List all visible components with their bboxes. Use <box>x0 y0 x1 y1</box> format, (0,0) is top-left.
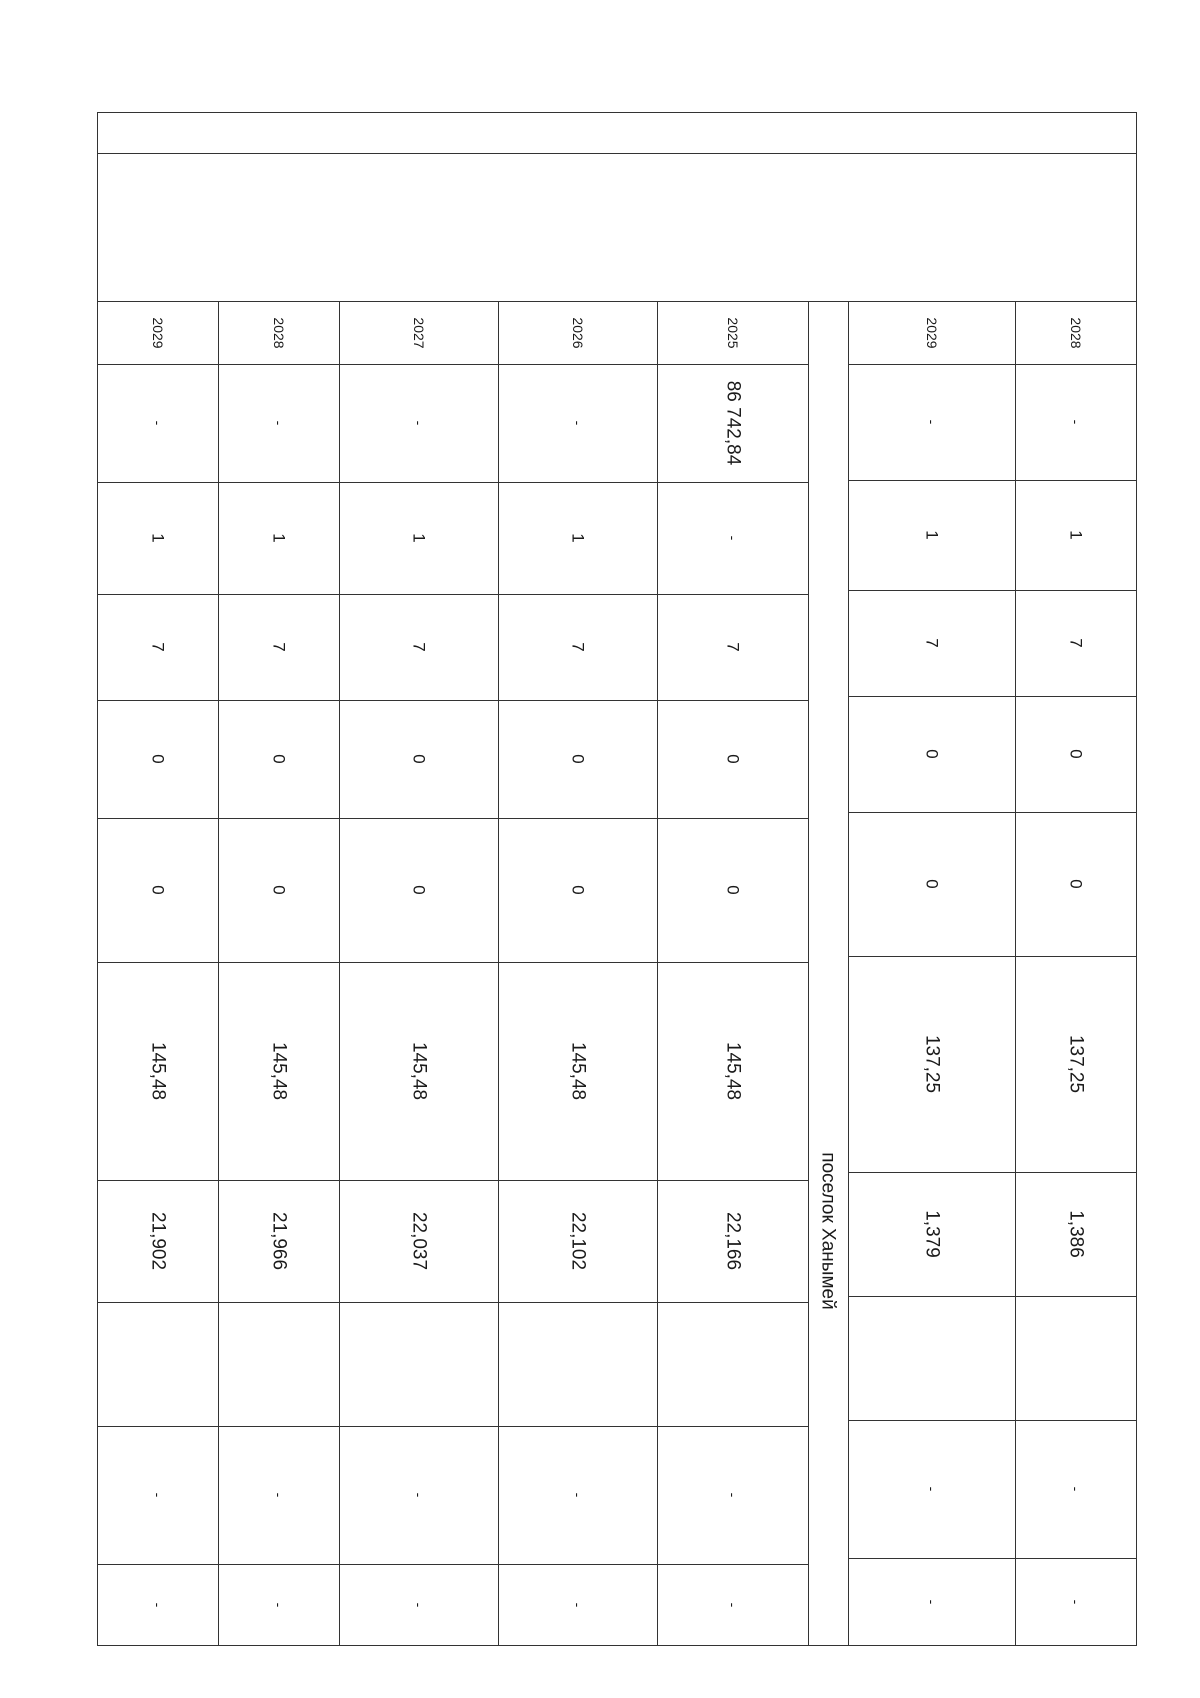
dash-value-b: - <box>569 1602 586 1608</box>
price-value: 137,25 <box>1065 1034 1087 1094</box>
ratio-cell <box>218 1180 339 1302</box>
empty-cell <box>657 1302 808 1426</box>
ratio-value: 21,902 <box>147 1211 168 1271</box>
ratio-cell <box>498 1180 657 1302</box>
year-cell <box>848 301 1015 364</box>
dash-value-a: - <box>270 1492 287 1498</box>
amount-value: - <box>569 420 586 426</box>
count-value: 1 <box>269 533 288 543</box>
dash-cell <box>848 1420 1015 1558</box>
year-value: 2029 <box>923 316 940 349</box>
count-value: 1 <box>148 533 167 543</box>
count-value: 1 <box>568 533 587 543</box>
year-cell <box>657 301 808 364</box>
ratio-value: 22,037 <box>408 1211 429 1271</box>
amount-cell <box>339 364 498 482</box>
value-zero-a: 0 <box>409 754 428 764</box>
value-cell <box>339 700 498 818</box>
ratio-value: 22,166 <box>722 1211 743 1271</box>
value-cell <box>848 812 1015 956</box>
value-cell <box>657 700 808 818</box>
value-cell <box>218 700 339 818</box>
value-cell <box>657 818 808 962</box>
value-7: 7 <box>1066 638 1086 648</box>
value-cell <box>339 818 498 962</box>
dash-cell <box>97 1426 218 1564</box>
amount-value: - <box>270 420 287 426</box>
year-value: 2026 <box>569 316 586 349</box>
value-zero-b: 0 <box>723 885 742 895</box>
amount-value: - <box>1068 419 1084 425</box>
empty-cell <box>218 1302 339 1426</box>
value-cell <box>1015 696 1137 812</box>
ratio-value: 1,379 <box>921 1210 942 1258</box>
amount-cell <box>498 364 657 482</box>
year-cell <box>498 301 657 364</box>
ratio-value: 1,386 <box>1065 1210 1087 1258</box>
value-zero-a: 0 <box>1066 749 1086 759</box>
table-row <box>498 301 657 1646</box>
dash-value-a: - <box>1068 1486 1084 1492</box>
value-cell <box>498 818 657 962</box>
price-value: 145,48 <box>147 1041 168 1101</box>
ratio-cell <box>848 1172 1015 1296</box>
value-cell <box>848 590 1015 696</box>
count-value: - <box>724 535 741 541</box>
dash-cell <box>97 1564 218 1646</box>
section-label: поселок Ханымей <box>817 1152 839 1310</box>
year-value: 2029 <box>149 316 166 349</box>
value-zero-b: 0 <box>409 885 428 895</box>
dash-value-a: - <box>149 1492 166 1498</box>
price-cell <box>498 962 657 1180</box>
dash-value-b: - <box>410 1602 427 1608</box>
year-value: 2025 <box>724 316 741 349</box>
price-value: 145,48 <box>722 1041 743 1101</box>
dash-cell <box>218 1564 339 1646</box>
year-value: 2027 <box>410 316 427 349</box>
ratio-value: 21,966 <box>268 1211 289 1271</box>
count-cell <box>498 482 657 594</box>
price-value: 145,48 <box>567 1041 588 1101</box>
value-zero-a: 0 <box>269 754 288 764</box>
empty-cell <box>1015 1296 1137 1420</box>
empty-cell <box>848 1296 1015 1420</box>
header-line-top <box>97 153 1137 154</box>
value-zero-b: 0 <box>1066 879 1086 889</box>
dash-cell <box>657 1564 808 1646</box>
ratio-cell <box>97 1180 218 1302</box>
dash-value-b: - <box>1068 1599 1084 1605</box>
table-row <box>218 301 339 1646</box>
count-value: 1 <box>922 530 941 540</box>
price-cell <box>848 956 1015 1172</box>
value-cell <box>657 594 808 700</box>
count-cell <box>848 480 1015 590</box>
dash-value-b: - <box>923 1599 940 1605</box>
count-value: 1 <box>409 533 428 543</box>
year-cell <box>1015 301 1137 364</box>
value-7: 7 <box>269 642 288 652</box>
dash-cell <box>339 1564 498 1646</box>
price-cell <box>339 962 498 1180</box>
value-cell <box>218 594 339 700</box>
amount-cell <box>1015 364 1137 480</box>
dash-cell <box>498 1426 657 1564</box>
value-7: 7 <box>922 638 941 648</box>
year-cell <box>339 301 498 364</box>
price-cell <box>1015 956 1137 1172</box>
year-cell <box>97 301 218 364</box>
dash-cell <box>1015 1558 1137 1646</box>
table-row <box>339 301 498 1646</box>
year-value: 2028 <box>270 316 287 349</box>
price-value: 137,25 <box>921 1034 942 1094</box>
amount-value: - <box>149 420 166 426</box>
count-cell <box>97 482 218 594</box>
value-7: 7 <box>723 642 742 652</box>
ratio-cell <box>1015 1172 1137 1296</box>
table-row <box>657 301 808 1646</box>
dash-cell <box>848 1558 1015 1646</box>
amount-cell <box>657 364 808 482</box>
empty-cell <box>97 1302 218 1426</box>
value-zero-a: 0 <box>568 754 587 764</box>
value-zero-b: 0 <box>269 885 288 895</box>
dash-cell <box>498 1564 657 1646</box>
dash-value-a: - <box>569 1492 586 1498</box>
value-cell <box>1015 590 1137 696</box>
ratio-cell <box>657 1180 808 1302</box>
value-cell <box>498 700 657 818</box>
value-cell <box>97 594 218 700</box>
count-cell <box>339 482 498 594</box>
dash-cell <box>218 1426 339 1564</box>
price-value: 145,48 <box>268 1041 289 1101</box>
count-value: 1 <box>1066 530 1086 540</box>
value-cell <box>218 818 339 962</box>
amount-cell <box>848 364 1015 480</box>
value-7: 7 <box>409 642 428 652</box>
price-value: 145,48 <box>408 1041 429 1101</box>
count-cell <box>1015 480 1137 590</box>
value-zero-a: 0 <box>148 754 167 764</box>
count-cell <box>218 482 339 594</box>
amount-value: - <box>923 419 940 425</box>
amount-value: 86 742,84 <box>722 380 743 466</box>
price-cell <box>657 962 808 1180</box>
value-cell <box>1015 812 1137 956</box>
table-row <box>1015 301 1137 1646</box>
amount-cell <box>218 364 339 482</box>
ratio-value: 22,102 <box>567 1211 588 1271</box>
value-cell <box>97 700 218 818</box>
dash-value-b: - <box>724 1602 741 1608</box>
dash-cell <box>1015 1420 1137 1558</box>
value-zero-b: 0 <box>148 885 167 895</box>
amount-value: - <box>410 420 427 426</box>
value-zero-a: 0 <box>922 749 941 759</box>
dash-value-a: - <box>410 1492 427 1498</box>
empty-cell <box>498 1302 657 1426</box>
dash-value-b: - <box>270 1602 287 1608</box>
amount-cell <box>97 364 218 482</box>
dash-cell <box>657 1426 808 1564</box>
table-row <box>848 301 1015 1646</box>
year-value: 2028 <box>1068 316 1084 349</box>
dash-cell <box>339 1426 498 1564</box>
section-label-cell <box>808 301 848 1646</box>
value-cell <box>848 696 1015 812</box>
value-7: 7 <box>148 642 167 652</box>
price-cell <box>218 962 339 1180</box>
value-cell <box>498 594 657 700</box>
value-zero-b: 0 <box>568 885 587 895</box>
table-row <box>97 301 218 1646</box>
year-cell <box>218 301 339 364</box>
dash-value-b: - <box>149 1602 166 1608</box>
ratio-cell <box>339 1180 498 1302</box>
empty-cell <box>339 1302 498 1426</box>
count-cell <box>657 482 808 594</box>
dash-value-a: - <box>724 1492 741 1498</box>
value-cell <box>97 818 218 962</box>
dash-value-a: - <box>923 1486 940 1492</box>
value-7: 7 <box>568 642 587 652</box>
value-cell <box>339 594 498 700</box>
price-cell <box>97 962 218 1180</box>
value-zero-a: 0 <box>723 754 742 764</box>
value-zero-b: 0 <box>922 879 941 889</box>
